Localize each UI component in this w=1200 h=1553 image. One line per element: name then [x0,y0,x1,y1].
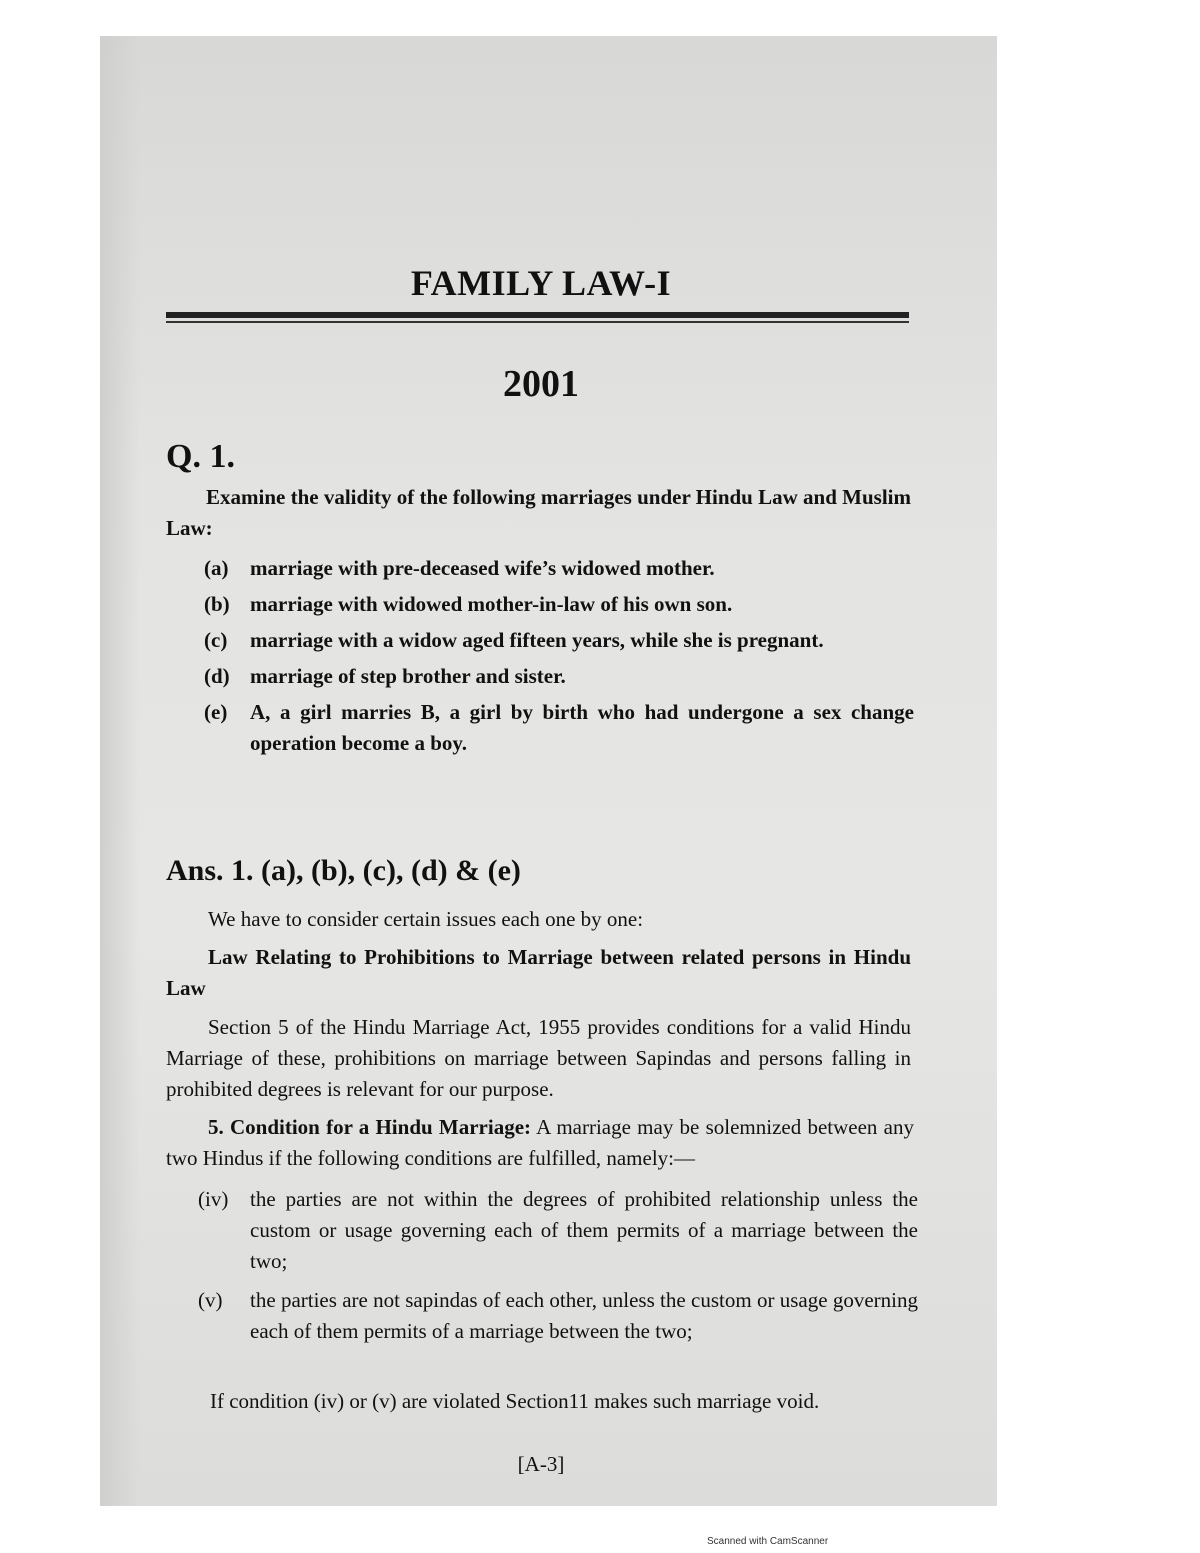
page-title: FAMILY LAW-I [410,263,672,303]
scanned-page [100,36,997,1506]
option-label: (d) [204,664,230,688]
question-number: Q. 1. [166,438,235,475]
option-text: marriage of step brother and sister. [250,664,566,688]
section-paragraph: Section 5 of the Hindu Marriage Act, 1955 provides conditions for a valid Hindu Marriage of these, prohibitions on marriage between Sapindas and persons falling in prohibited degrees is relevant for our purpose. [166,1015,911,1101]
option-label: (a) [204,556,229,580]
option-text: marriage with a widow aged fifteen years, while she is pregnant. [250,628,824,652]
condition-item-text: the parties are not sapindas of each other, unless the custom or usage governing each of them permits of a marriage between the two; [250,1288,918,1343]
question-prompt: Examine the validity of the following marriages under Hindu Law and Muslim Law: [166,485,911,540]
page-reference: [A-3] [517,1452,565,1476]
scanner-watermark: Scanned with CamScanner [707,1536,829,1547]
option-label: (b) [204,592,230,616]
option-a [204,553,914,584]
option-text: marriage with widowed mother-in-law of his own son. [250,592,733,616]
title-rule-thick [166,312,909,318]
option-text: A, a girl marries B, a girl by birth who had undergone a sex change operation become a boy. [250,700,914,755]
condition-heading: 5. Condition for a Hindu Marriage: [208,1115,532,1139]
option-label: (c) [204,628,228,652]
condition-label: (iv) [198,1187,229,1211]
condition-v [198,1285,918,1347]
conditions-list [198,1184,918,1355]
option-label: (e) [204,700,228,724]
condition-label: (v) [198,1288,223,1312]
page-shadow [100,36,140,1506]
condition-item-text: the parties are not within the degrees of prohibited relationship unless the custom or usage governing each of them permits of a marriage between the two; [250,1187,918,1273]
exam-year: 2001 [503,363,579,405]
option-c [204,625,914,656]
question-options [204,553,914,764]
law-heading: Law Relating to Prohibitions to Marriage between related persons in Hindu Law [166,945,911,1000]
condition-text: A marriage may be solemnized between any two Hindus if the following conditions are fulfilled, namely:— [166,1115,914,1170]
option-text: marriage with pre-deceased wife’s widowed mother. [250,556,715,580]
condition-paragraph [166,1112,914,1174]
condition-iv [198,1184,918,1277]
option-d [204,661,914,692]
option-e [204,697,914,759]
option-b [204,589,914,620]
void-paragraph: If condition (iv) or (v) are violated Section11 makes such marriage void. [210,1389,820,1413]
answer-intro: We have to consider certain issues each one by one: [208,907,644,931]
answer-heading: Ans. 1. (a), (b), (c), (d) & (e) [166,854,521,887]
title-rule-thin [166,321,909,323]
